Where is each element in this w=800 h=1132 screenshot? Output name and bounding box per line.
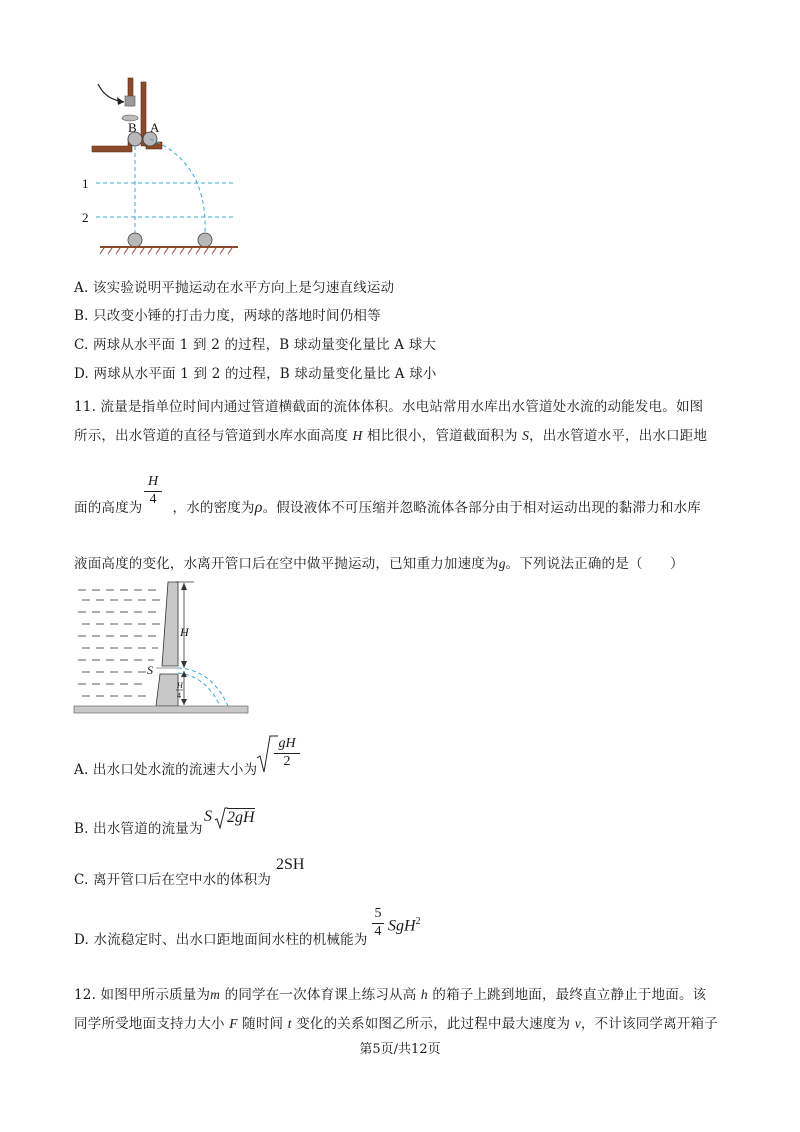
figure-reservoir — [72, 578, 252, 718]
q10-option-b: B. 只改变小锤的打击力度，两球的落地时间仍相等 — [74, 308, 381, 324]
page-number: 第5页/共12页 — [359, 1042, 441, 1057]
q11-option-c-expr — [276, 856, 304, 874]
q11-var-H: H — [352, 428, 363, 443]
label-H: H — [180, 625, 189, 639]
q11-line-2 — [74, 424, 707, 444]
q11-frac-den: 4 — [144, 491, 162, 508]
q11-line-3-c: 。假设液体不可压缩并忽略流体各部分由于相对运动出现的黏滞力和水库 — [262, 500, 701, 516]
q11-option-a-num: gH — [278, 736, 296, 751]
q12-line-2 — [74, 1012, 718, 1032]
q11-fraction — [144, 474, 162, 508]
q12-var-m: m — [210, 987, 221, 1002]
q12-var-h: h — [420, 987, 428, 1002]
q11-option-d-text: D. 水流稳定时、出水口距地面间水柱的机械能为 — [74, 932, 368, 948]
q12-var-F: F — [229, 1016, 238, 1031]
hammer-head — [125, 96, 135, 106]
ground-strip — [74, 706, 248, 713]
q12-line-1 — [74, 983, 706, 1003]
plane-label-2: 2 — [82, 210, 89, 225]
arrow-up-H — [181, 583, 187, 590]
q11-option-c-expr-text: 2SH — [276, 856, 305, 873]
q11-option-a — [74, 758, 257, 778]
figure-projectile-apparatus — [82, 72, 248, 260]
q11-line-2-b: 相比很小，管道截面积为 — [362, 428, 523, 444]
q11-var-rho: ρ — [254, 499, 263, 516]
q12-var-t: t — [287, 1016, 292, 1031]
dam-upper — [162, 582, 178, 666]
q10-option-d: D. 两球从水平面 1 到 2 的过程，B 球动量变化量比 A 球小 — [74, 366, 437, 382]
q11-var-S: S — [522, 428, 530, 443]
q12-line-2-d: ，不计该同学离开箱子 — [580, 1016, 718, 1032]
q11-option-d-expr-text: SgH — [388, 917, 416, 935]
label-S: S — [147, 663, 153, 677]
q12-line-1-b: 的同学在一次体育课上练习从高 — [220, 987, 421, 1003]
label-a: A — [150, 120, 160, 135]
q11-option-d-den: 4 — [372, 923, 384, 940]
q11-line-3 — [74, 496, 701, 517]
q10-option-c: C. 两球从水平面 1 到 2 的过程，B 球动量变化量比 A 球大 — [74, 337, 437, 353]
q11-line-3-a: 面的高度为 — [74, 500, 143, 516]
q11-option-d-frac — [372, 906, 384, 940]
q11-option-d-expr — [388, 916, 421, 935]
q12-line-1-a: 12. 如图甲所示质量为 — [74, 987, 211, 1003]
q11-frac-num: H — [147, 474, 159, 489]
q11-option-d-num: 5 — [374, 906, 382, 921]
page-footer — [0, 1038, 800, 1057]
dam-lower — [156, 674, 178, 706]
q11-option-b-text: B. 出水管道的流量为 — [74, 821, 203, 837]
q11-line-4-b: 。下列说法正确的是（ ） — [505, 556, 684, 572]
q12-var-v: v — [574, 1016, 581, 1031]
arrow-down-small — [181, 699, 187, 705]
q11-line-2-a: 所示，出水管道的直径与管道到水库水面高度 — [74, 428, 353, 444]
q11-option-d-exp: 2 — [415, 916, 421, 927]
q10-option-a: A. 该实验说明平抛运动在水平方向上是匀速直线运动 — [74, 280, 395, 296]
ball-a-ground — [198, 233, 212, 247]
q11-option-b-rad-content: 2gH — [227, 809, 255, 826]
reservoir-water — [78, 590, 160, 696]
q11-line-4-a: 液面高度的变化，水离开管口后在空中做平抛运动，已知重力加速度为 — [74, 556, 499, 572]
q11-line-4 — [74, 552, 684, 572]
q11-line-1: 11. 流量是指单位时间内通过管道横截面的流体体积。水电站常用水库出水管道处水流的动能发电。如图 — [74, 399, 704, 415]
q11-line-3-b: ，水的密度为 — [172, 500, 255, 516]
label-small-4: 4 — [177, 691, 181, 700]
q11-option-a-den: 2 — [274, 753, 300, 770]
label-b: B — [128, 120, 137, 135]
q11-line-2-c: ，出水管道水平，出水口距地 — [529, 428, 708, 444]
q12-line-2-a: 同学所受地面支持力大小 — [74, 1016, 230, 1032]
q11-option-a-frac — [274, 736, 300, 770]
q11-option-b — [74, 817, 203, 837]
q12-line-2-c: 变化的关系如图乙所示，此过程中最大速度为 — [291, 1016, 575, 1032]
q12-line-1-c: 的箱子上跳到地面，最终直立静止于地面。该 — [427, 987, 707, 1003]
frame-platform — [92, 138, 132, 152]
q12-line-2-b: 随时间 — [237, 1016, 288, 1032]
q11-option-c — [74, 868, 271, 888]
q11-var-g: g — [498, 556, 506, 571]
arrow-down-H — [181, 661, 187, 668]
ball-b-ground — [128, 233, 142, 247]
q11-option-b-S: S — [204, 808, 212, 825]
label-small-H: H — [177, 681, 183, 690]
path-a — [150, 139, 205, 234]
plane-label-1: 1 — [82, 176, 89, 191]
ground-hatch — [100, 248, 232, 254]
q11-option-a-text: A. 出水口处水流的流速大小为 — [74, 762, 258, 778]
q11-option-d — [74, 928, 368, 948]
q11-option-b-radical — [214, 806, 228, 830]
strike-arrowhead — [117, 97, 124, 105]
q11-option-c-text: C. 离开管口后在空中水的体积为 — [74, 872, 272, 888]
